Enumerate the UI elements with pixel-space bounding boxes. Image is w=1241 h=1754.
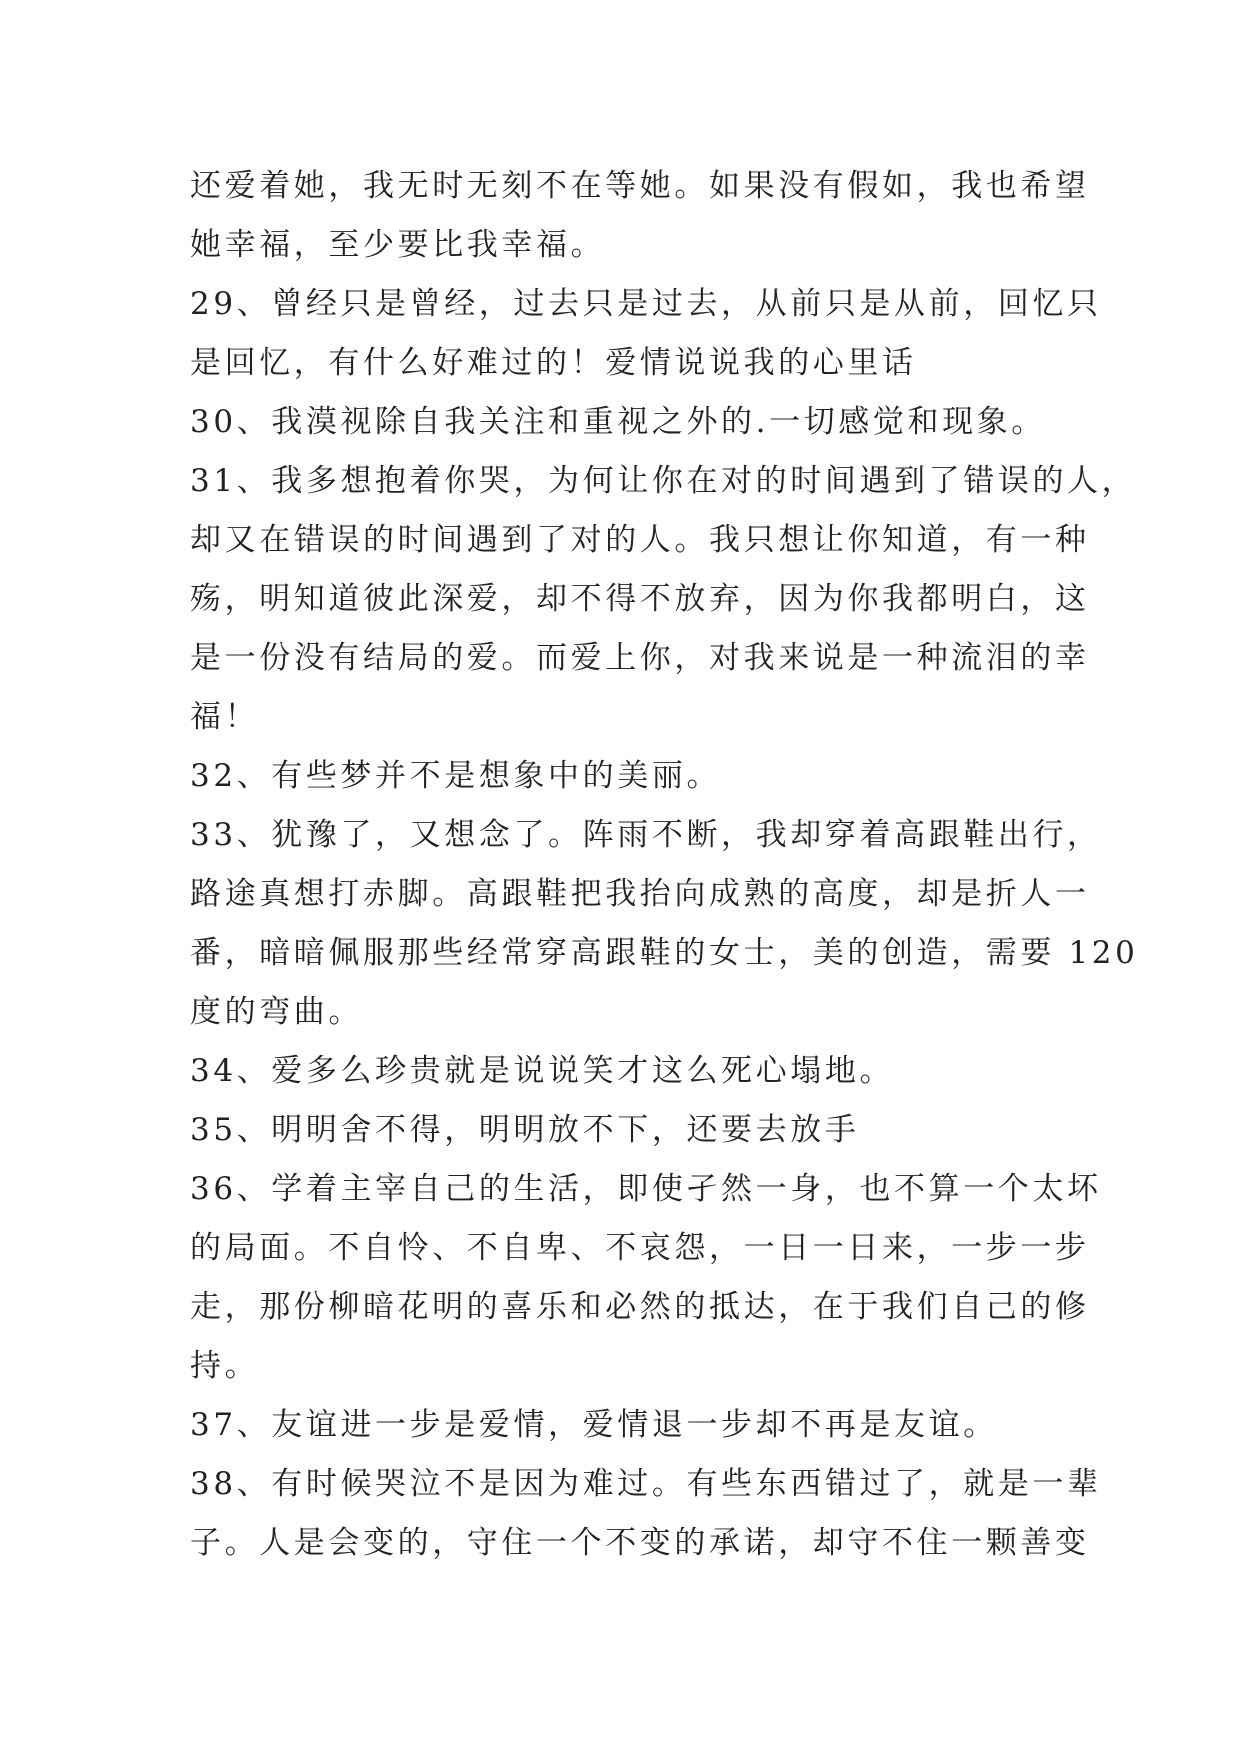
text-line: 还爱着她，我无时无刻不在等她。如果没有假如，我也希望 bbox=[190, 168, 1090, 204]
text-line: 福！ bbox=[190, 699, 260, 735]
text-line: 子。人是会变的，守住一个不变的承诺，却守不住一颗善变 bbox=[190, 1525, 1090, 1561]
text-line: 29、曾经只是曾经，过去只是过去，从前只是从前，回忆只 bbox=[190, 286, 1102, 322]
text-line: 32、有些梦并不是想象中的美丽。 bbox=[190, 758, 722, 794]
text-line: 番，暗暗佩服那些经常穿高跟鞋的女士，美的创造，需要 120 bbox=[190, 935, 1139, 971]
text-line: 是一份没有结局的爱。而爱上你，对我来说是一种流泪的幸 bbox=[190, 640, 1090, 676]
text-line: 33、犹豫了，又想念了。阵雨不断，我却穿着高跟鞋出行， bbox=[190, 817, 1102, 853]
text-line: 31、我多想抱着你哭，为何让你在对的时间遇到了错误的人， bbox=[190, 463, 1137, 499]
text-line: 却又在错误的时间遇到了对的人。我只想让你知道，有一种 bbox=[190, 522, 1090, 558]
text-line: 持。 bbox=[190, 1348, 260, 1384]
text-line: 度的弯曲。 bbox=[190, 994, 363, 1030]
text-line: 34、爱多么珍贵就是说说笑才这么死心塌地。 bbox=[190, 1053, 895, 1089]
text-line: 38、有时候哭泣不是因为难过。有些东西错过了，就是一辈 bbox=[190, 1466, 1102, 1502]
text-line: 走，那份柳暗花明的喜乐和必然的抵达，在于我们自己的修 bbox=[190, 1289, 1090, 1325]
document-body bbox=[190, 157, 1139, 1573]
text-line: 36、学着主宰自己的生活，即使孑然一身，也不算一个太坏 bbox=[190, 1171, 1102, 1207]
text-line: 殇，明知道彼此深爱，却不得不放弃，因为你我都明白，这 bbox=[190, 581, 1090, 617]
text-line: 30、我漠视除自我关注和重视之外的.一切感觉和现象。 bbox=[190, 404, 1046, 440]
text-line: 是回忆，有什么好难过的！爱情说说我的心里话 bbox=[190, 345, 917, 381]
text-line: 的局面。不自怜、不自卑、不哀怨，一日一日来，一步一步 bbox=[190, 1230, 1090, 1266]
text-line: 路途真想打赤脚。高跟鞋把我抬向成熟的高度，却是折人一 bbox=[190, 876, 1090, 912]
text-line: 37、友谊进一步是爱情，爱情退一步却不再是友谊。 bbox=[190, 1407, 998, 1443]
text-line: 她幸福，至少要比我幸福。 bbox=[190, 227, 606, 263]
text-line: 35、明明舍不得，明明放不下，还要去放手 bbox=[190, 1112, 860, 1148]
